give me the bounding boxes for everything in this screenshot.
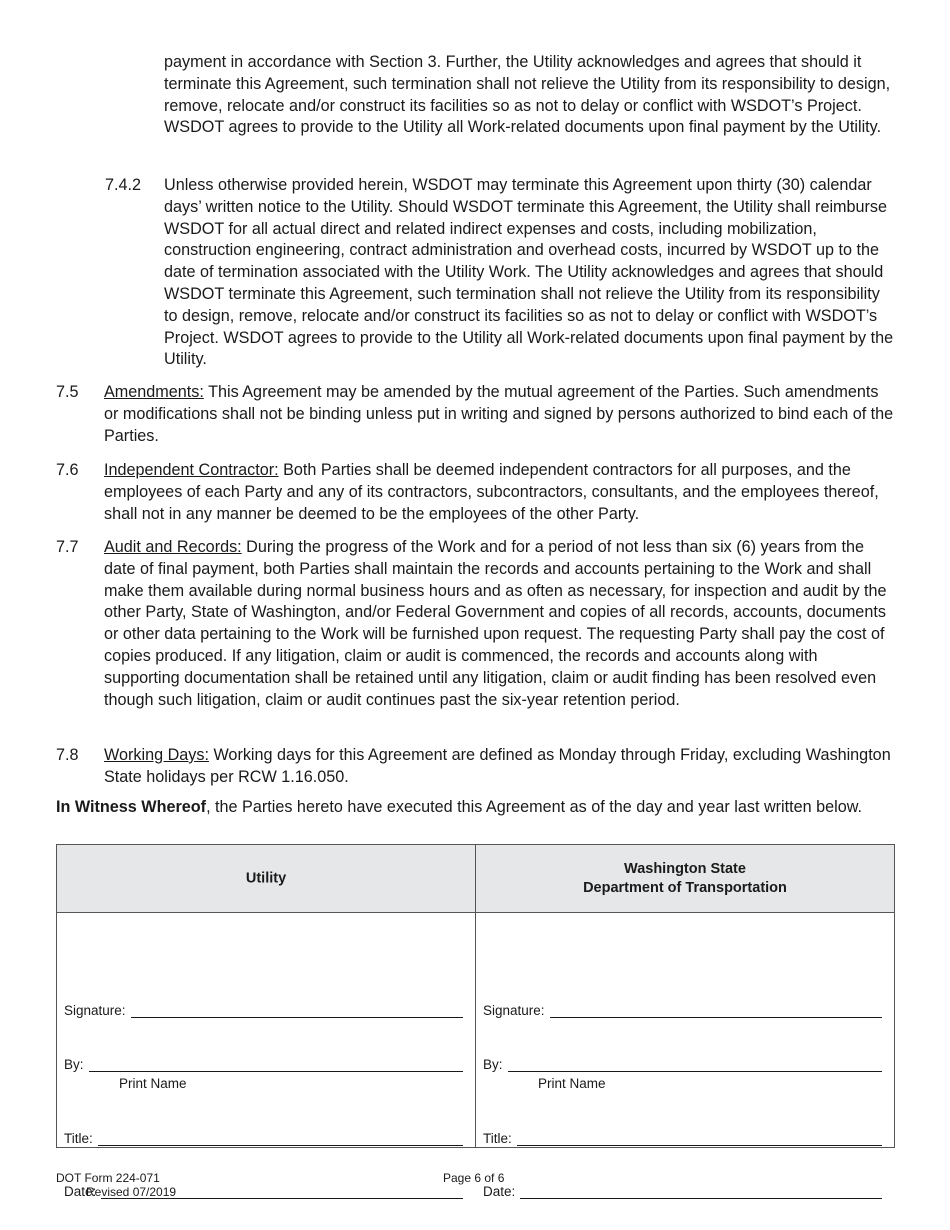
utility-title-line[interactable]: [64, 1131, 463, 1146]
wsdot-date-rule: [520, 1186, 882, 1199]
section-7-8-number: 7.8: [56, 746, 79, 764]
wsdot-date-line[interactable]: [483, 1184, 882, 1199]
section-7-5-number: 7.5: [56, 383, 79, 401]
wsdot-title-rule: [517, 1133, 882, 1146]
wsdot-by-label: By:: [483, 1057, 503, 1072]
utility-signature-label: Signature:: [64, 1003, 126, 1018]
section-7-4-2-number: 7.4.2: [105, 176, 142, 194]
utility-date-label: Date:: [64, 1184, 97, 1199]
utility-by-rule: [89, 1059, 463, 1072]
utility-title-rule: [98, 1133, 463, 1146]
section-7-7-number: 7.7: [56, 538, 79, 556]
utility-signature-line[interactable]: [64, 1003, 463, 1018]
wsdot-header-cell: [476, 845, 895, 913]
wsdot-signature-line[interactable]: [483, 1003, 882, 1018]
section-7-5-heading: Amendments:: [104, 383, 204, 401]
wsdot-header-line1: Washington State: [624, 860, 746, 877]
footer-page-number: Page 6 of 6: [443, 1171, 505, 1185]
wsdot-date-label: Date:: [483, 1184, 516, 1199]
section-7-7-body: During the progress of the Work and for a period of not less than six (6) years from the date of final payment, both Parties shall maintain the records and accounts pertaining to the Work and shall make them available during normal business hours and as often as necessary, for inspection and audit by the other Party, State of Washington, and/or Federal Government and copies of all records, accounts, documents or other data pertaining to the Work will be furnished upon request. The requesting Party shall pay the cost of copies produced. If any litigation, claim or audit is commenced, the records and accounts along with supporting documentation shall be retained until any litigation, claim or audit finding has been resolved even though such litigation, claim or audit continues past the six-year retention period.: [104, 538, 887, 709]
wsdot-signature-block: [476, 913, 895, 1199]
witness-statement: [56, 797, 876, 819]
utility-by-line[interactable]: [64, 1057, 463, 1072]
witness-bold: In Witness Whereof: [56, 798, 207, 816]
section-7-7-heading: Audit and Records:: [104, 538, 242, 556]
utility-print-name-label: Print Name: [119, 1076, 187, 1091]
section-7-8-body: Working days for this Agreement are defined as Monday through Friday, excluding Washington State holidays per RCW 1.16.050.: [104, 746, 891, 786]
footer-revised: Revised 07/2019: [86, 1185, 177, 1199]
utility-signature-rule: [131, 1005, 463, 1018]
section-7-8-heading: Working Days:: [104, 746, 209, 764]
section-7-7-text: [104, 537, 897, 711]
wsdot-header-line2: Department of Transportation: [583, 879, 787, 896]
utility-by-label: By:: [64, 1057, 84, 1072]
section-7-6-heading: Independent Contractor:: [104, 461, 279, 479]
section-7-6-number: 7.6: [56, 461, 79, 479]
utility-title-label: Title:: [64, 1131, 93, 1146]
wsdot-signature-label: Signature:: [483, 1003, 545, 1018]
witness-text: , the Parties hereto have executed this Agreement as of the day and year last written below.: [206, 798, 863, 816]
wsdot-signature-rule: [550, 1005, 882, 1018]
wsdot-header: [476, 860, 894, 898]
section-7-6-body: Both Parties shall be deemed independent contractors for all purposes, and the employees of each Party and any of its contractors, subcontractors, consultants, and the employees thereof, shall not in any manner be deemed to be the employees of the other Party.: [104, 461, 879, 523]
wsdot-title-line[interactable]: [483, 1131, 882, 1146]
section-7-5-body: This Agreement may be amended by the mutual agreement of the Parties. Such amendments or modifications shall not be binding unless put in writing and signed by persons authorized to bind each of the Parties.: [104, 383, 894, 445]
section-7-5-text: [104, 382, 897, 447]
wsdot-by-rule: [508, 1059, 882, 1072]
utility-header: Utility: [245, 870, 287, 886]
section-7-4-1-continuation: payment in accordance with Section 3. Further, the Utility acknowledges and agrees that should it terminate this Agreement, such termination shall not relieve the Utility from its responsibility to design, remove, relocate and/or construct its facilities so as not to delay or conflict with WSDOT’s Project. WSDOT agrees to provide to the Utility all Work-related documents upon final payment by the Utility.: [164, 53, 891, 137]
wsdot-by-line[interactable]: [483, 1057, 882, 1072]
section-7-8-text: [104, 745, 897, 789]
utility-header-cell: [57, 845, 476, 913]
wsdot-print-name-label: Print Name: [538, 1076, 606, 1091]
section-7-4-2-text: Unless otherwise provided herein, WSDOT may terminate this Agreement upon thirty (30) calendar days’ written notice to the Utility. Should WSDOT terminate this Agreement, the Utility shall reimburse WSDOT for all actual direct and related indirect expenses and costs, including mobilization, construction engineering, contract administration and overhead costs, incurred by WSDOT up to the date of termination associated with the Utility Work. The Utility acknowledges and agrees that should WSDOT terminate this Agreement, such termination shall not relieve the Utility from its responsibility to design, remove, relocate and/or construct its facilities so as not to delay or conflict with WSDOT’s Project. WSDOT agrees to provide to the Utility all Work-related documents upon final payment by the Utility.: [164, 176, 894, 369]
footer-form-number: DOT Form 224-071: [56, 1171, 160, 1185]
section-7-6-text: [104, 460, 897, 525]
wsdot-title-label: Title:: [483, 1131, 512, 1146]
